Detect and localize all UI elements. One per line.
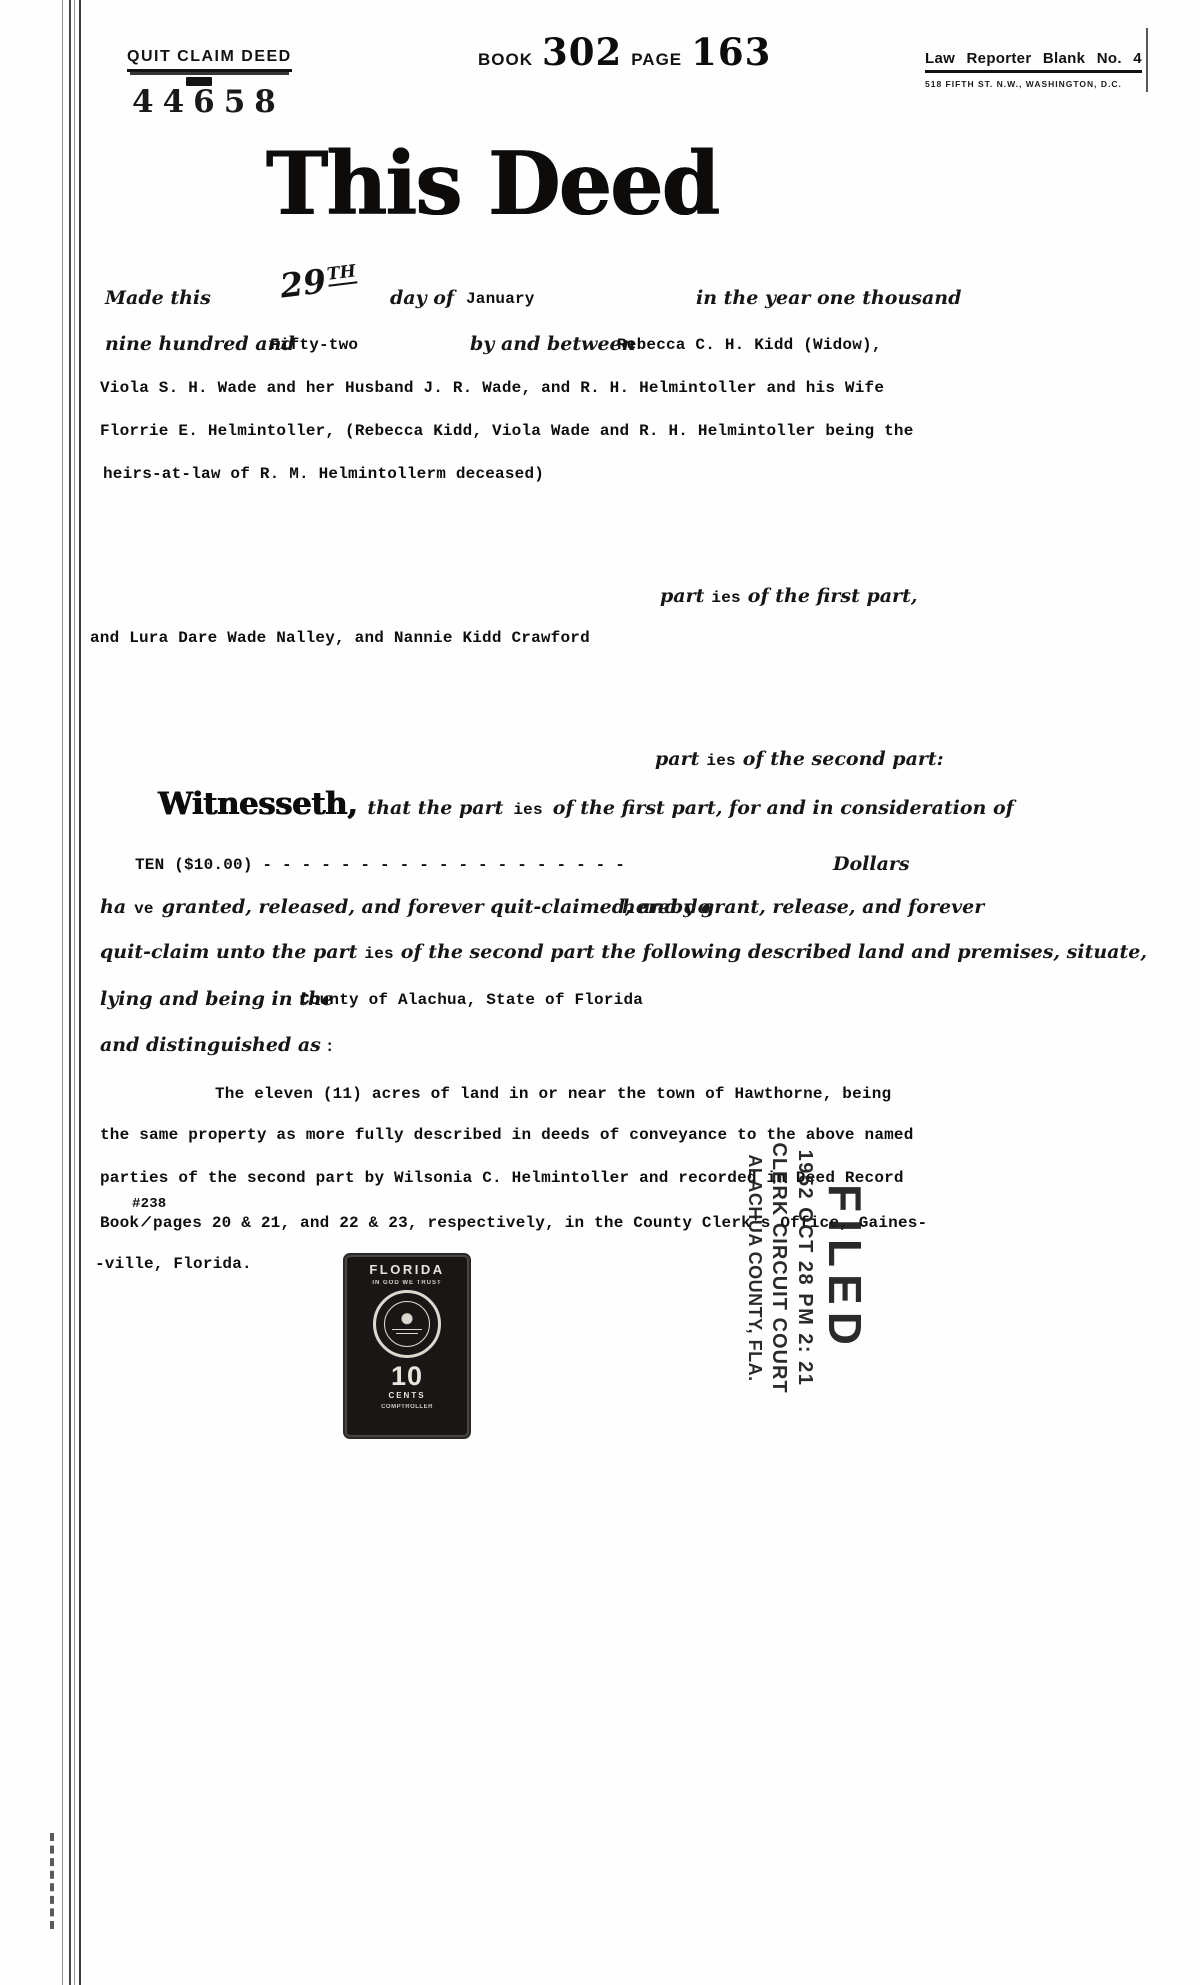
nine-hundred-label: nine hundred and [105,333,295,355]
description-line3: parties of the second part by Wilsonia C. Helmintoller and recorded in Deed Record [100,1169,904,1187]
page-number: 163 [691,30,772,74]
lying-label: lying and being in the [100,988,334,1010]
first-part-pre: part [660,585,705,607]
second-part-line [655,748,944,770]
grantees-line: and Lura Dare Wade Nalley, and Nannie Kidd Crawford [90,629,590,647]
dollars-label: Dollars [833,853,910,875]
handwritten-day [278,257,359,305]
law-reporter-blank-label: Law Reporter Blank No. 4 [925,50,1142,73]
witness-ies: ies [513,801,543,819]
grantor-line1: Rebecca C. H. Kidd (Widow), [617,336,882,354]
second-part-pre: part [655,748,700,770]
distinguished-label: and distinguished as [100,1034,321,1056]
by-and-between-label: by and between [470,333,636,355]
filed-stamp-date: 1952 OCT 28 PM 2: 21 [794,1149,817,1387]
filed-stamp [743,1128,871,1408]
quitclaim-pre: quit-claim unto the part [100,941,358,963]
witnesseth-word: Witnesseth, [158,786,358,822]
tax-stamp-value: 10 [390,1361,424,1391]
ha-label: ha [100,896,127,918]
filed-stamp-county: ALACHUA COUNTY, FLA. [745,1154,766,1382]
book-word: Book [100,1214,140,1232]
tax-stamp-state: FLORIDA [369,1262,445,1277]
book-label: BOOK [478,50,533,69]
grantor-line2: Viola S. H. Wade and her Husband J. R. Wade, and R. H. Helmintoller and his Wife [100,379,885,397]
book-page-stamp [478,30,771,74]
page-label: PAGE [631,50,683,69]
county-typed: County of Alachua, State of Florida [300,991,644,1009]
quitclaim-post: of the second part the following described land and premises, situate, [400,941,1147,963]
second-part-post: of the second part: [742,748,944,770]
description-line5: -ville, Florida. [95,1255,252,1273]
quitclaim-ies: ies [364,945,394,963]
day-of-label: day of [390,287,455,309]
year-typed: Fifty-two [270,336,359,354]
doc-type-label: QUIT CLAIM DEED [127,48,292,72]
granted-clause: granted, released, and forever quit-claimed, and do [161,896,711,918]
tax-stamp-issuer: COMPTROLLER [381,1404,433,1410]
first-part-line [660,585,917,607]
florida-tax-stamp [345,1255,469,1437]
first-part-ies: ies [711,589,741,607]
deed-title: This Deed [265,132,719,235]
distinguished-line [100,1034,335,1056]
consideration-typed: TEN ($10.00) - - - - - - - - - - - - - - - - - - - [135,856,626,874]
grantor-line4: heirs-at-law of R. M. Helmintollerm deceased) [103,465,545,483]
state-seal-inner-icon [384,1301,430,1347]
ve-typed: ve [134,900,154,918]
day-suffix: TH [325,261,357,285]
granted-line-left [100,896,710,918]
hereby-clause: hereby grant, release, and forever [622,896,985,918]
book-insert-typed: #238 [132,1196,167,1212]
month-typed: January [466,290,535,308]
distinguished-colon: : [324,1038,335,1056]
margin-dash-marks [50,1833,54,1929]
binding-rule [74,0,75,1985]
tax-stamp-motto: IN GOD WE TRUST [372,1280,442,1286]
caret-mark: / [139,1213,153,1233]
law-reporter-address: 518 FIFTH ST. N.W., WASHINGTON, D.C. [925,79,1122,89]
witness-pre: that the part [367,797,504,819]
filed-stamp-word: FILED [819,1184,872,1352]
first-part-post: of the first part, [747,585,918,607]
description-line2: the same property as more fully described in deeds of conveyance to the above named [100,1126,914,1144]
description-line1: The eleven (11) acres of land in or near the town of Hawthorne, being [215,1085,892,1103]
tax-stamp-unit: CENTS [388,1391,426,1400]
state-seal-icon [373,1290,441,1358]
witnesseth-line [158,786,1014,822]
day-number: 29 [277,261,329,306]
description-line4-post: pages 20 & 21, and 22 & 23, respectively, in the County Clerk's Office, Gaines- [153,1214,928,1232]
made-this-label: Made this [105,287,211,309]
right-edge-rule [1146,28,1148,92]
binding-rule [62,0,63,1985]
filed-stamp-clerk: CLERK CIRCUIT COURT [768,1142,791,1394]
second-part-ies: ies [706,752,736,770]
quitclaim-line [100,941,1147,963]
binding-rule [69,0,71,1985]
in-the-year-label: in the year one thousand [696,287,962,309]
book-number: 302 [542,30,623,74]
witness-post: of the first part, for and in consideration of [552,797,1014,819]
doc-number: 44658 [132,84,285,120]
grantor-line3: Florrie E. Helmintoller, (Rebecca Kidd, Viola Wade and R. H. Helmintoller being the [100,422,914,440]
binding-rule [79,0,81,1985]
